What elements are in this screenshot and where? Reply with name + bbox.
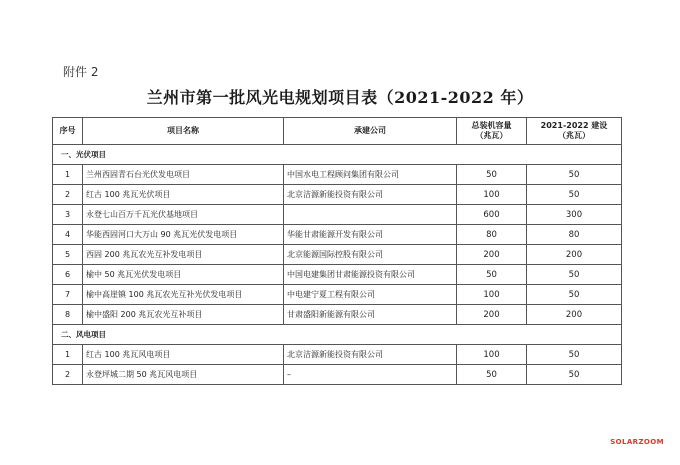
table-row (53, 265, 622, 285)
table-row (53, 365, 622, 385)
attachment-label: 附件 2 (63, 65, 99, 79)
row-index: 6 (53, 265, 83, 285)
row-build: 50 (527, 345, 622, 365)
row-build: 80 (527, 225, 622, 245)
row-company: – (284, 365, 457, 385)
row-company: 中国水电工程顾问集团有限公司 (284, 165, 457, 185)
row-build: 200 (527, 245, 622, 265)
row-capacity: 100 (457, 185, 527, 205)
section-row-solar (53, 145, 622, 165)
header-project-name: 项目名称 (83, 118, 284, 145)
row-build: 50 (527, 365, 622, 385)
row-build: 50 (527, 165, 622, 185)
row-index: 3 (53, 205, 83, 225)
header-build-line2: （兆瓦） (558, 131, 590, 140)
table-row (53, 305, 622, 325)
row-index: 1 (53, 165, 83, 185)
header-capacity (457, 118, 527, 145)
row-capacity: 100 (457, 285, 527, 305)
table-row (53, 225, 622, 245)
watermark-logo: SOLARZOOM (610, 438, 664, 446)
row-project-name: 红古 100 兆瓦光伏项目 (83, 185, 284, 205)
row-company: 中国电建集团甘肃能源投资有限公司 (284, 265, 457, 285)
row-index: 2 (53, 185, 83, 205)
header-capacity-line2: （兆瓦） (475, 131, 508, 140)
row-capacity: 50 (457, 365, 527, 385)
row-capacity: 600 (457, 205, 527, 225)
row-project-name: 永登坪城二期 50 兆瓦风电项目 (83, 365, 284, 385)
row-capacity: 100 (457, 345, 527, 365)
row-capacity: 200 (457, 245, 527, 265)
row-capacity: 200 (457, 305, 527, 325)
row-project-name: 永登七山百万千瓦光伏基地项目 (83, 205, 284, 225)
project-table (52, 117, 622, 385)
table-row (53, 345, 622, 365)
document-title: 兰州市第一批风光电规划项目表（2021-2022 年） (146, 88, 534, 107)
row-company (284, 205, 457, 225)
section-row-wind (53, 325, 622, 345)
row-build: 50 (527, 285, 622, 305)
table-row (53, 165, 622, 185)
row-capacity: 50 (457, 165, 527, 185)
row-company: 北京洁源新能投资有限公司 (284, 345, 457, 365)
row-capacity: 80 (457, 225, 527, 245)
table-row (53, 245, 622, 265)
row-index: 4 (53, 225, 83, 245)
table-row (53, 185, 622, 205)
header-company: 承建公司 (284, 118, 457, 145)
table-row (53, 205, 622, 225)
row-project-name: 榆中高崖镇 100 兆瓦农光互补光伏发电项目 (83, 285, 284, 305)
header-index: 序号 (53, 118, 83, 145)
row-project-name: 榆中 50 兆瓦光伏发电项目 (83, 265, 284, 285)
section-title: 二、风电项目 (53, 325, 622, 345)
row-company: 北京能源国际控股有限公司 (284, 245, 457, 265)
header-capacity-line1: 总装机容量 (471, 121, 512, 130)
row-capacity: 50 (457, 265, 527, 285)
row-index: 2 (53, 365, 83, 385)
row-project-name: 华能西固河口大万山 90 兆瓦光伏发电项目 (83, 225, 284, 245)
header-build (527, 118, 622, 145)
row-company: 北京洁源新能投资有限公司 (284, 185, 457, 205)
row-index: 7 (53, 285, 83, 305)
table-header-row (53, 118, 622, 145)
row-company: 华能甘肃能源开发有限公司 (284, 225, 457, 245)
row-build: 50 (527, 265, 622, 285)
row-build: 50 (527, 185, 622, 205)
row-project-name: 红古 100 兆瓦风电项目 (83, 345, 284, 365)
row-index: 5 (53, 245, 83, 265)
row-project-name: 榆中盛阳 200 兆瓦农光互补项目 (83, 305, 284, 325)
row-index: 8 (53, 305, 83, 325)
section-title: 一、光伏项目 (53, 145, 622, 165)
row-build: 300 (527, 205, 622, 225)
row-index: 1 (53, 345, 83, 365)
row-build: 200 (527, 305, 622, 325)
row-project-name: 兰州西固青石台光伏发电项目 (83, 165, 284, 185)
row-company: 中电建宁夏工程有限公司 (284, 285, 457, 305)
row-company: 甘肃盛阳新能源有限公司 (284, 305, 457, 325)
header-build-line1: 2021-2022 建设 (540, 121, 608, 130)
table-row (53, 285, 622, 305)
row-project-name: 西固 200 兆瓦农光互补发电项目 (83, 245, 284, 265)
